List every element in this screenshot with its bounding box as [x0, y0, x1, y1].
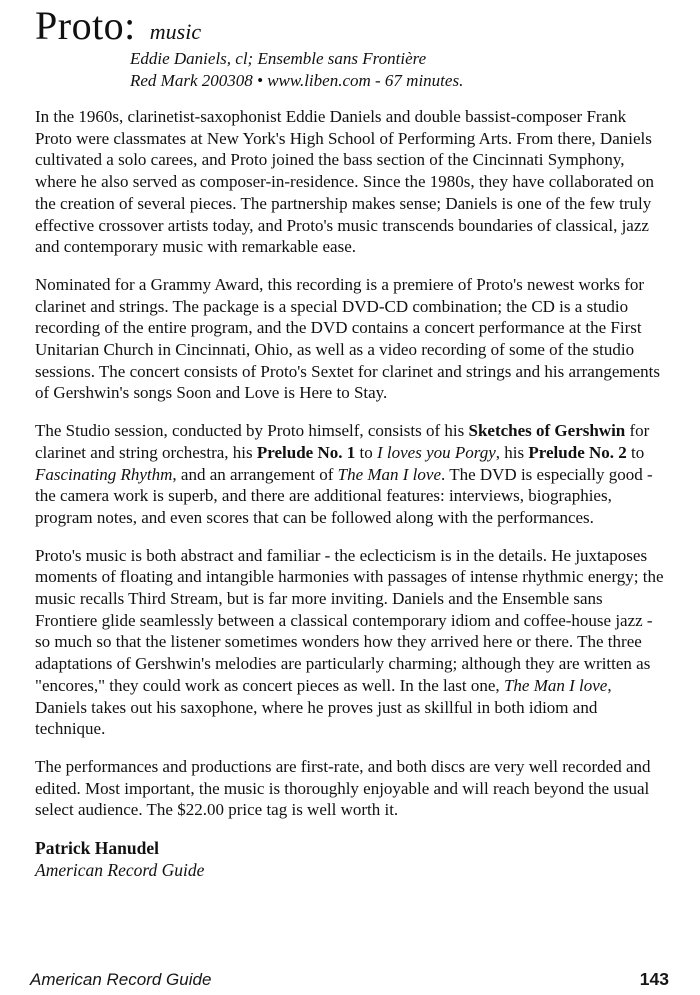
review-paragraph [35, 106, 665, 258]
title-row [35, 5, 667, 47]
text-segment: Prelude No. 2 [528, 442, 627, 462]
review-paragraph [35, 274, 665, 404]
review-paragraph [35, 756, 665, 821]
text-segment: The Man I love [337, 464, 441, 484]
reviewer-name: Patrick Hanudel [35, 838, 159, 859]
performer-credit: Eddie Daniels, cl; Ensemble sans Frontière [130, 49, 427, 68]
footer-publication: American Record Guide [30, 970, 212, 989]
review-body [35, 106, 667, 882]
text-segment: Sketches of Gershwin [468, 421, 626, 441]
text-segment: The performances and productions are first-rate, and both discs are very well recorded and edited. Most important, the music is thoroughly enjoyable and will reach beyond the usual select audience. The $22.00 price tag is well worth it. [35, 756, 651, 820]
text-segment: Nominated for a Grammy Award, this recording is a premiere of Proto's newest works for clarinet and strings. The package is a special DVD-CD combination; the CD is a studio recording of the entire program, and the DVD contains a concert performance at the First Unitarian Church in Cincinnati, Ohio, as well as a video recording of some of the studio sessions. The concert consists of Proto's Sextet for clarinet and strings and his arrangements of Gershwin's songs Soon and Love is Here to Stay. [35, 274, 661, 403]
album-title: Proto: [35, 3, 136, 48]
review-paragraph [35, 545, 665, 740]
review-paragraph [35, 420, 665, 529]
text-segment: I loves you Porgy [376, 442, 496, 462]
page-number: 143 [639, 969, 669, 989]
text-segment: , his [495, 442, 529, 462]
label-credit: Red Mark 200308 • www.liben.com - 67 minutes. [130, 70, 464, 90]
text-segment: to [355, 442, 377, 462]
text-segment: Fascinating Rhythm [35, 464, 173, 484]
text-segment: In the 1960s, clarinetist-saxophonist Eddie Daniels and double bassist-composer Frank Proto were classmates at New York's High School of Performing Arts. From there, Daniels cultivated a solo carees, and Proto joined the bass section of the Cincinnati Symphony, where he also served as composer-in-residence. Since the 1980s, they have collaborated on the creation of several pieces. The partnership makes sense; Daniels is one of the few truly effective crossover artists today, and Proto's music transcends boundaries of classical, jazz and contemporary music with remarkable ease. [35, 107, 654, 257]
text-segment: . The DVD is especially good - the camera work is superb, and there are additional features: interviews, biographies, program notes, and even scores that can be followed along with the performances. [35, 464, 653, 527]
credits-block [130, 48, 667, 91]
text-segment: The Man I love [503, 675, 608, 695]
text-segment: for clarinet and string orchestra, his [35, 421, 650, 462]
text-segment: Proto's music is both abstract and familiar - the eclecticism is in the details. He juxtaposes moments of floating and intangible harmonies with passages of intense rhythmic energy; the music recalls Third Stream, but is far more inviting. Daniels and the Ensemble sans Frontiere glide seamlessly between a classical contemporary idiom and coffee-house jazz - so much so that the listener sometimes wonders how they arrived here or there. The three adaptations of Gershwin's melodies are particularly charming; although they are written as "encores," they could work as concert pieces as well. In the last one, [35, 545, 664, 695]
text-segment: The Studio session, conducted by Proto himself, consists of his [35, 421, 469, 441]
text-segment: , Daniels takes out his saxophone, where he proves just as skillful in both idiom and technique. [35, 675, 612, 739]
byline-publication: American Record Guide [35, 859, 205, 880]
page-footer [0, 969, 700, 990]
byline-block [35, 838, 667, 881]
text-segment: , and an arrangement of [172, 464, 338, 484]
review-header [35, 5, 667, 91]
text-segment: Prelude No. 1 [256, 442, 356, 462]
text-segment: to [626, 442, 645, 462]
genre-label: music [149, 19, 202, 44]
